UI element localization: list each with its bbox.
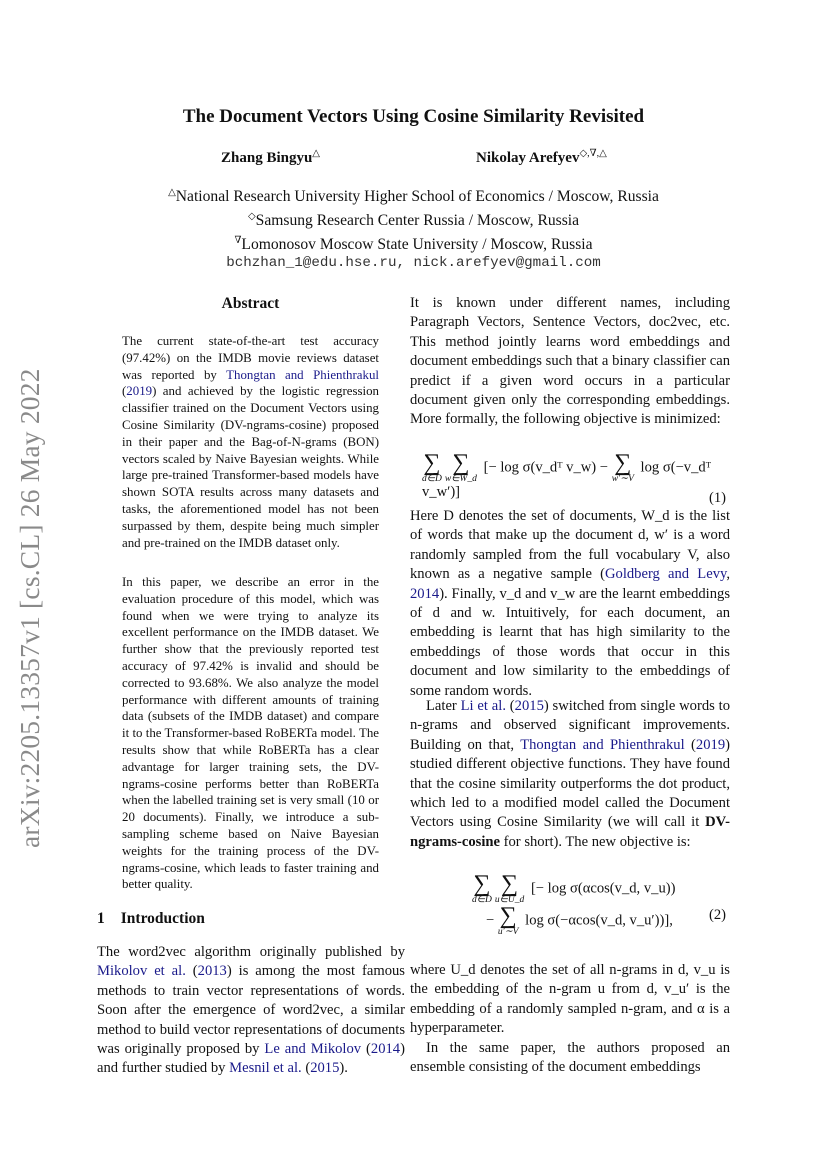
affiliation-mark: ◇ — [247, 210, 256, 222]
affiliation-text: Lomonosov Moscow State University / Moscow, Russia — [241, 235, 593, 253]
summation-subscript: w′∼V — [611, 474, 634, 484]
text-span: ) is among the most famous methods to train vector representations of words. Soon after the emergence of word2vec, a similar method to build vector representations of documents was originally proposed by — [97, 963, 405, 1058]
text-span: The word2vec algorithm originally published by — [97, 944, 405, 960]
citation-link[interactable]: Thongtan and Phienthrakul — [226, 367, 379, 382]
abstract-paragraph-1 — [122, 333, 379, 551]
summation-symbol: ∑ w∈W_d — [444, 450, 477, 484]
equation-2-line-1 — [472, 873, 732, 905]
citation-year-link[interactable]: 2019 — [126, 384, 153, 399]
citation-link[interactable]: Mesnil et al. — [229, 1060, 302, 1077]
equation-2 — [472, 873, 732, 937]
author-name: Nikolay Arefyev — [476, 150, 580, 166]
text-span: ). — [339, 1060, 348, 1077]
affiliation-text: National Research University Higher School of Economics / Moscow, Russia — [175, 188, 659, 206]
citation-link[interactable]: Thongtan and Phienthrakul — [520, 736, 685, 753]
text-span: ( — [301, 1060, 311, 1077]
right-paragraph-1: It is known under different names, including Paragraph Vectors, Sentence Vectors, doc2vec, etc. This method jointly learns word embeddings and document embeddings such that a binary classifier can predict if a given word occurs in a particular document given only the corresponding embeddings. More formally, the following objective is minimized: — [410, 295, 730, 428]
citation-year-link[interactable]: 2014 — [410, 585, 440, 602]
equation-1 — [422, 452, 732, 501]
arxiv-identifier-stamp: arXiv:2205.13357v1 [cs.CL] 26 May 2022 — [14, 368, 45, 848]
summation-symbol: ∑ u′∼V — [497, 903, 519, 937]
citation-link[interactable]: Li et al. — [460, 698, 506, 714]
equation-term: log σ(−v_dᵀ v_w′)] — [422, 459, 711, 501]
summation-symbol: ∑ d∈D — [472, 871, 492, 905]
right-paragraph-4: where U_d denotes the set of all n-grams in d, v_u is the embedding of the n-gram u from d, v_u′ is the embedding of a randomly sampled n-gram, and α is a hyperparameter. — [410, 962, 730, 1037]
text-span: ). Finally, v_d and v_w are the learnt embeddings of d and w. Intuitively, for each document, an embedding is learnt that has high similarity to the embeddings of those words that occur in this document and low similarity to the embeddings of some random words. — [410, 585, 730, 699]
section-title: Introduction — [120, 910, 205, 927]
summation-subscript: d∈D — [422, 474, 442, 484]
model-name-bold: DV-ngrams-cosine — [410, 814, 730, 850]
author-affiliation-marks: ◇,∇,△ — [579, 148, 607, 159]
affiliation-mark: △ — [168, 187, 176, 198]
citation-link[interactable]: Le and Mikolov — [264, 1041, 362, 1058]
right-paragraph-2 — [410, 507, 730, 701]
abstract-paragraph-2: In this paper, we describe an error in the evaluation procedure of this model, which was found when we were trying to analyze its excellent performance on the IMDB dataset. We further show that the previously reported test accuracy of 97.42% is invalid and should be corrected to 93.68%. We also analyze the model performance with different amounts of training data (subsets of the IMDB dataset) and compare it to the Transformer-based RoBERTa model. The results show that while RoBERTa has a clear advantage for larger training sets, the DV-ngrams-cosine performs better than RoBERTa when the labelled training set is very small (10 or 20 documents). Finally, we introduce a sub-sampling scheme based on Naive Bayesian weights for the training process of the DV-ngrams-cosine, which leads to faster training and better quality. — [122, 575, 379, 892]
citation-year-link[interactable]: 2015 — [310, 1060, 340, 1077]
equation-term: log σ(−αcos(v_d, v_u′))], — [525, 912, 673, 929]
affiliation-text: Samsung Research Center Russia / Moscow, Russia — [255, 211, 580, 229]
text-span: ) switched from single words to n-grams and observed significant improvements. Building on that, — [410, 698, 731, 753]
citation-year-link[interactable]: 2019 — [695, 736, 726, 753]
author-2 — [476, 148, 607, 167]
author-name: Zhang Bingyu — [221, 150, 313, 166]
text-span: ( — [361, 1041, 371, 1058]
text-span: Later — [426, 698, 461, 714]
right-paragraph-5: In the same paper, the authors proposed an ensemble consisting of the document embeddings — [410, 1040, 730, 1076]
affiliation-mark: ∇ — [234, 234, 242, 246]
affiliation-1 — [0, 183, 827, 207]
affiliation-3 — [0, 231, 827, 255]
author-affiliation-marks: △ — [312, 148, 320, 159]
summation-symbol: ∑ u∈U_d — [494, 871, 525, 905]
text-span: ( — [505, 698, 515, 714]
text-span: ) studied different objective functions. They have found that the cosine similarity outperforms the dot product, which led to a modified model called the Document Vectors using Cosine Similarity (we will call it — [410, 736, 730, 831]
equation-2-line-2 — [472, 905, 732, 937]
minus-sign: − — [486, 912, 495, 929]
summation-subscript: u′∼V — [497, 927, 519, 937]
equation-term: [− log σ(αcos(v_d, v_u)) — [530, 880, 676, 897]
right-paragraph-3 — [410, 697, 730, 852]
citation-year-link[interactable]: 2013 — [197, 963, 227, 980]
text-span: ) and achieved by the logistic regression classifier trained on the Document Vectors using Cosine Similarity (DV-ngrams-cosine) proposed in their paper and the Bag-of-N-grams (BON) vectors scaled by Naive Bayesian weights. While large pre-trained Transformer-based models have shown SOTA results across many datasets and tasks, the aforementioned model has not been surpassed by them, despite being much simpler and pre-trained on the IMDB dataset only. — [122, 384, 379, 550]
text-span: ( — [185, 963, 198, 980]
equation-term: [− log σ(v_dᵀ v_w) − — [483, 459, 609, 476]
citation-year-link[interactable]: 2014 — [370, 1041, 401, 1058]
text-span: The current state-of-the-art test accuracy (97.42%) on the IMDB movie reviews dataset was reported by — [122, 334, 379, 382]
text-span: , — [726, 566, 730, 583]
text-span: Here D denotes the set of documents, W_d is the list of words that make up the document d, w′ is a word randomly sampled from the full vocabulary V, also known as a negative sample ( — [410, 508, 730, 583]
introduction-paragraph-1 — [97, 943, 405, 1079]
summation-symbol: ∑ d∈D — [422, 450, 442, 484]
summation-symbol: ∑ w′∼V — [611, 450, 634, 484]
paper-title: The Document Vectors Using Cosine Similarity Revisited — [182, 106, 645, 127]
author-emails[interactable]: bchzhan_1@edu.hse.ru, nick.arefyev@gmail.com — [226, 255, 601, 272]
summation-subscript: u∈U_d — [494, 895, 525, 905]
affiliation-2 — [0, 207, 827, 231]
section-heading-introduction — [97, 910, 205, 928]
citation-link[interactable]: Mikolov et al. — [97, 963, 186, 980]
equation-number-1: (1) — [709, 490, 727, 506]
equation-number-2: (2) — [709, 907, 727, 923]
citation-year-link[interactable]: 2015 — [514, 698, 544, 714]
summation-subscript: w∈W_d — [444, 474, 477, 484]
text-span: ( — [684, 736, 696, 753]
author-1 — [221, 148, 320, 167]
section-number: 1 — [97, 910, 105, 927]
text-span: for short). The new objective is: — [500, 833, 691, 850]
text-span: ) and further studied by — [97, 1041, 405, 1077]
summation-subscript: d∈D — [472, 895, 492, 905]
affiliations — [0, 183, 827, 274]
citation-link[interactable]: Goldberg and Levy — [604, 566, 727, 583]
text-span: ( — [122, 384, 127, 399]
abstract-heading: Abstract — [221, 295, 280, 312]
